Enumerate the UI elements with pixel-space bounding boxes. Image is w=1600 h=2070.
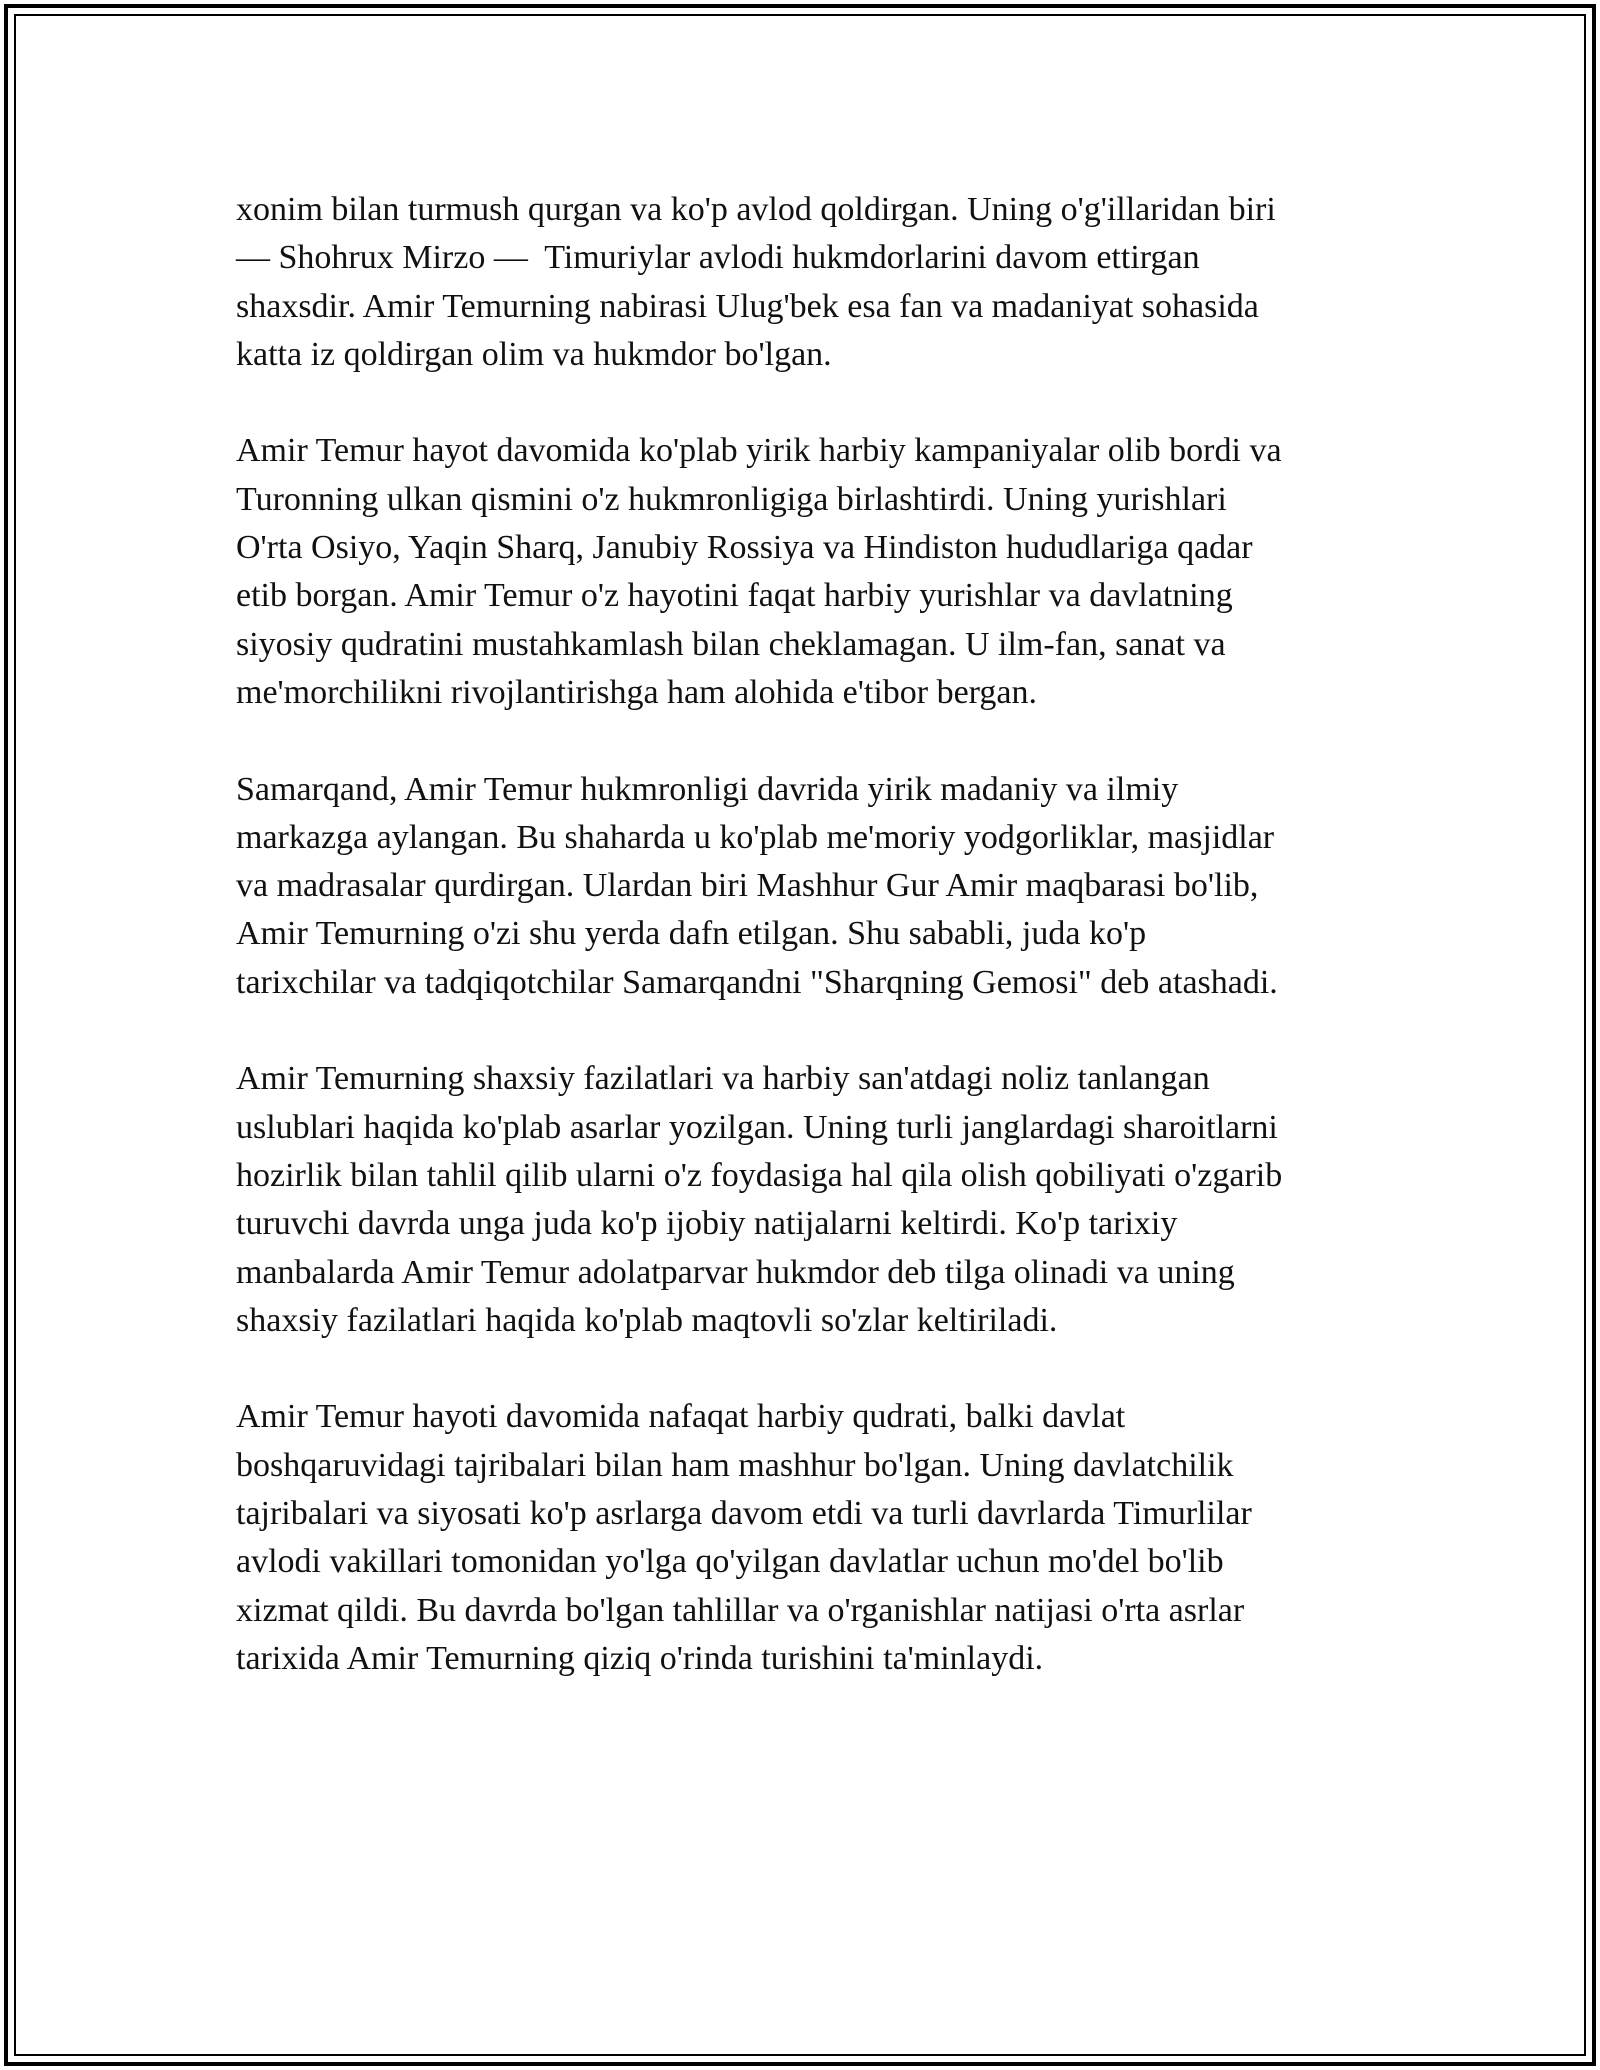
text-line: me'morchilikni rivojlantirishga ham alohida e'tibor bergan. — [236, 673, 1037, 711]
text-line: shaxsiy fazilatlari haqida ko'plab maqtovli so'zlar keltiriladi. — [236, 1301, 1058, 1339]
paragraph-1 — [236, 186, 1386, 379]
text-line: shaxsdir. Amir Temurning nabirasi Ulug'bek esa fan va madaniyat sohasida — [236, 287, 1259, 325]
text-line: Amir Temurning o'zi shu yerda dafn etilgan. Shu sababli, juda ko'p — [236, 915, 1147, 953]
text-line: va madrasalar qurdirgan. Ulardan biri Mashhur Gur Amir maqbarasi bo'lib, — [236, 867, 1259, 905]
paragraph-4 — [236, 1055, 1386, 1345]
text-line: Samarqand, Amir Temur hukmronligi davrida yirik madaniy va ilmiy — [236, 770, 1179, 808]
text-line: siyosiy qudratini mustahkamlash bilan cheklamagan. U ilm-fan, sanat va — [236, 625, 1226, 663]
text-line: boshqaruvidagi tajribalari bilan ham mashhur bo'lgan. Uning davlatchilik — [236, 1446, 1234, 1484]
text-line: xizmat qildi. Bu davrda bo'lgan tahlillar va o'rganishlar natijasi o'rta asrlar — [236, 1591, 1245, 1629]
text-line: etib borgan. Amir Temur o'z hayotini faqat harbiy yurishlar va davlatning — [236, 577, 1233, 615]
text-line: tarixida Amir Temurning qiziq o'rinda turishini ta'minlaydi. — [236, 1639, 1044, 1677]
paragraph-5 — [236, 1393, 1386, 1683]
text-line: tajribalari va siyosati ko'p asrlarga davom etdi va turli davrlarda Timurlilar — [236, 1495, 1252, 1533]
text-line: katta iz qoldirgan olim va hukmdor bo'lgan. — [236, 335, 832, 373]
text-line: Amir Temur hayoti davomida nafaqat harbiy qudrati, balki davlat — [236, 1398, 1126, 1436]
text-line: tarixchilar va tadqiqotchilar Samarqandni "Sharqning Gemosi" deb atashadi. — [236, 963, 1278, 1001]
text-line: O'rta Osiyo, Yaqin Sharq, Janubiy Rossiya va Hindiston hududlariga qadar — [236, 529, 1253, 567]
text-line: xonim bilan turmush qurgan va ko'p avlod qoldirgan. Uning o'g'illaridan biri — [236, 191, 1276, 228]
paragraph-3 — [236, 766, 1386, 1007]
text-line: manbalarda Amir Temur adolatparvar hukmdor deb tilga olinadi va uning — [236, 1253, 1235, 1291]
text-line: Amir Temurning shaxsiy fazilatlari va harbiy san'atdagi noliz tanlangan — [236, 1060, 1210, 1098]
text-line: uslublari haqida ko'plab asarlar yozilgan. Uning turli janglardagi sharoitlarni — [236, 1108, 1278, 1146]
paragraph-2 — [236, 427, 1386, 717]
document-body — [236, 186, 1386, 1732]
text-line: Amir Temur hayot davomida ko'plab yirik harbiy kampaniyalar olib bordi va — [236, 432, 1282, 470]
text-line: hozirlik bilan tahlil qilib ularni o'z foydasiga hal qila olish qobiliyati o'zgarib — [236, 1156, 1283, 1194]
text-line: — Shohrux Mirzo — Timuriylar avlodi hukmdorlarini davom ettirgan — [236, 239, 1200, 277]
text-line: Turonning ulkan qismini o'z hukmronligiga birlashtirdi. Uning yurishlari — [236, 480, 1227, 518]
text-line: turuvchi davrda unga juda ko'p ijobiy natijalarni keltirdi. Ko'p tarixiy — [236, 1205, 1178, 1243]
text-line: avlodi vakillari tomonidan yo'lga qo'yilgan davlatlar uchun mo'del bo'lib — [236, 1543, 1224, 1581]
text-line: markazga aylangan. Bu shaharda u ko'plab me'moriy yodgorliklar, masjidlar — [236, 818, 1275, 856]
